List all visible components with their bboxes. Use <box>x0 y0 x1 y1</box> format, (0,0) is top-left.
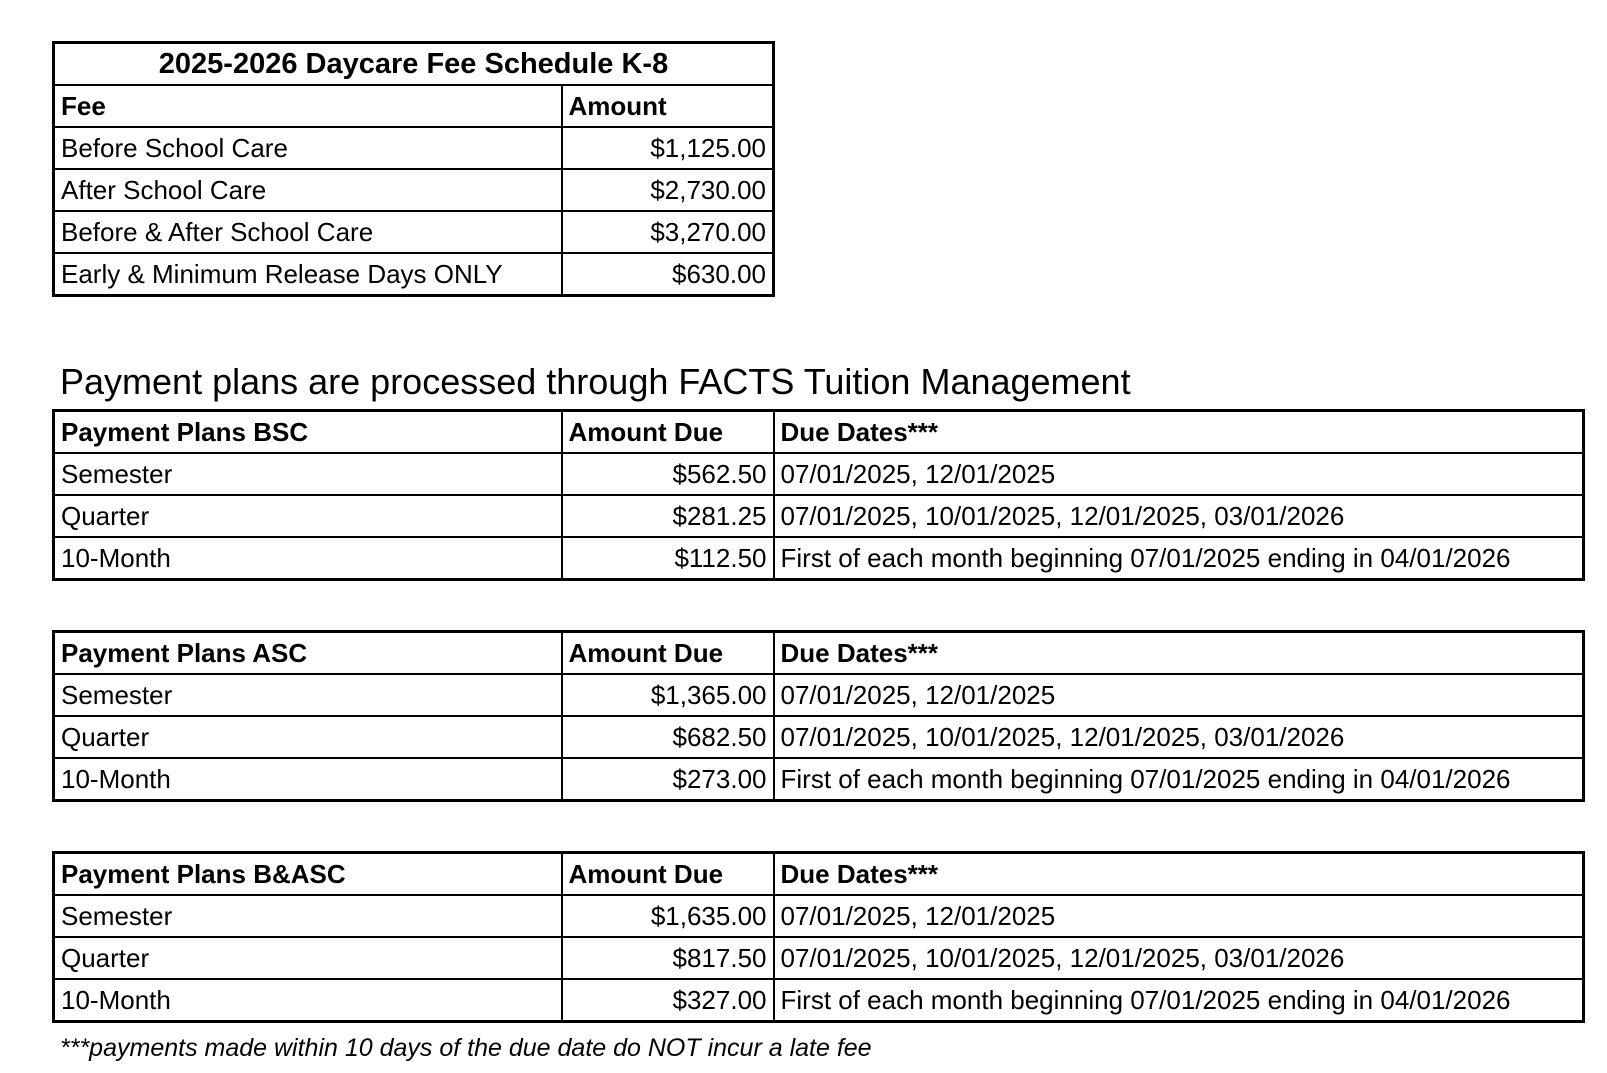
plan-name: Semester <box>54 453 562 495</box>
plan-title-header: Payment Plans ASC <box>54 632 562 675</box>
amount-due-header: Amount Due <box>562 632 774 675</box>
table-row <box>54 979 1584 1022</box>
plan-amount: $1,365.00 <box>562 674 774 716</box>
plan-name: Quarter <box>54 495 562 537</box>
due-dates-header: Due Dates*** <box>774 853 1584 896</box>
plan-dates: 07/01/2025, 10/01/2025, 12/01/2025, 03/01/2026 <box>774 937 1584 979</box>
plan-name: 10-Month <box>54 537 562 580</box>
due-dates-header: Due Dates*** <box>774 632 1584 675</box>
fee-column-header: Fee <box>54 85 562 127</box>
plan-dates: 07/01/2025, 12/01/2025 <box>774 674 1584 716</box>
fee-schedule-title-row <box>54 43 774 86</box>
plan-dates: 07/01/2025, 10/01/2025, 12/01/2025, 03/01/2026 <box>774 716 1584 758</box>
plan-dates: First of each month beginning 07/01/2025 ending in 04/01/2026 <box>774 537 1584 580</box>
plan-name: Quarter <box>54 937 562 979</box>
plan-dates: 07/01/2025, 12/01/2025 <box>774 453 1584 495</box>
plan-header-row <box>54 853 1584 896</box>
fee-amount: $1,125.00 <box>562 127 774 169</box>
table-row <box>54 253 774 296</box>
plan-dates: First of each month beginning 07/01/2025 ending in 04/01/2026 <box>774 979 1584 1022</box>
fee-name: After School Care <box>54 169 562 211</box>
plan-amount: $281.25 <box>562 495 774 537</box>
plan-amount: $682.50 <box>562 716 774 758</box>
payment-plans-basc-table <box>52 851 1585 1023</box>
fee-amount: $3,270.00 <box>562 211 774 253</box>
fee-amount: $2,730.00 <box>562 169 774 211</box>
plan-name: 10-Month <box>54 758 562 801</box>
payment-plans-bsc-table <box>52 409 1585 581</box>
plan-amount: $817.50 <box>562 937 774 979</box>
fee-amount: $630.00 <box>562 253 774 296</box>
table-row <box>54 674 1584 716</box>
plan-amount: $273.00 <box>562 758 774 801</box>
fee-name: Before School Care <box>54 127 562 169</box>
plan-name: Semester <box>54 674 562 716</box>
plan-amount: $327.00 <box>562 979 774 1022</box>
table-row <box>54 495 1584 537</box>
table-row <box>54 211 774 253</box>
payment-plans-heading: Payment plans are processed through FACTS Tuition Management <box>60 361 1131 402</box>
plan-amount: $112.50 <box>562 537 774 580</box>
amount-due-header: Amount Due <box>562 853 774 896</box>
plan-dates: 07/01/2025, 10/01/2025, 12/01/2025, 03/01/2026 <box>774 495 1584 537</box>
plan-dates: 07/01/2025, 12/01/2025 <box>774 895 1584 937</box>
table-row <box>54 127 774 169</box>
due-dates-header: Due Dates*** <box>774 411 1584 454</box>
table-row <box>54 537 1584 580</box>
fee-name: Early & Minimum Release Days ONLY <box>54 253 562 296</box>
plan-amount: $1,635.00 <box>562 895 774 937</box>
plan-header-row <box>54 632 1584 675</box>
table-row <box>54 716 1584 758</box>
fee-schedule-table <box>52 41 775 297</box>
plan-header-row <box>54 411 1584 454</box>
late-fee-footnote: ***payments made within 10 days of the due date do NOT incur a late fee <box>60 1034 872 1062</box>
plan-title-header: Payment Plans BSC <box>54 411 562 454</box>
plan-name: Semester <box>54 895 562 937</box>
payment-plans-asc-table <box>52 630 1585 802</box>
plan-name: 10-Month <box>54 979 562 1022</box>
plan-dates: First of each month beginning 07/01/2025 ending in 04/01/2026 <box>774 758 1584 801</box>
table-row <box>54 169 774 211</box>
table-row <box>54 937 1584 979</box>
plan-title-header: Payment Plans B&ASC <box>54 853 562 896</box>
fee-name: Before & After School Care <box>54 211 562 253</box>
table-row <box>54 895 1584 937</box>
table-row <box>54 758 1584 801</box>
amount-due-header: Amount Due <box>562 411 774 454</box>
plan-name: Quarter <box>54 716 562 758</box>
table-row <box>54 453 1584 495</box>
fee-schedule-title: 2025-2026 Daycare Fee Schedule K-8 <box>54 43 774 86</box>
amount-column-header: Amount <box>562 85 774 127</box>
plan-amount: $562.50 <box>562 453 774 495</box>
fee-schedule-header-row <box>54 85 774 127</box>
